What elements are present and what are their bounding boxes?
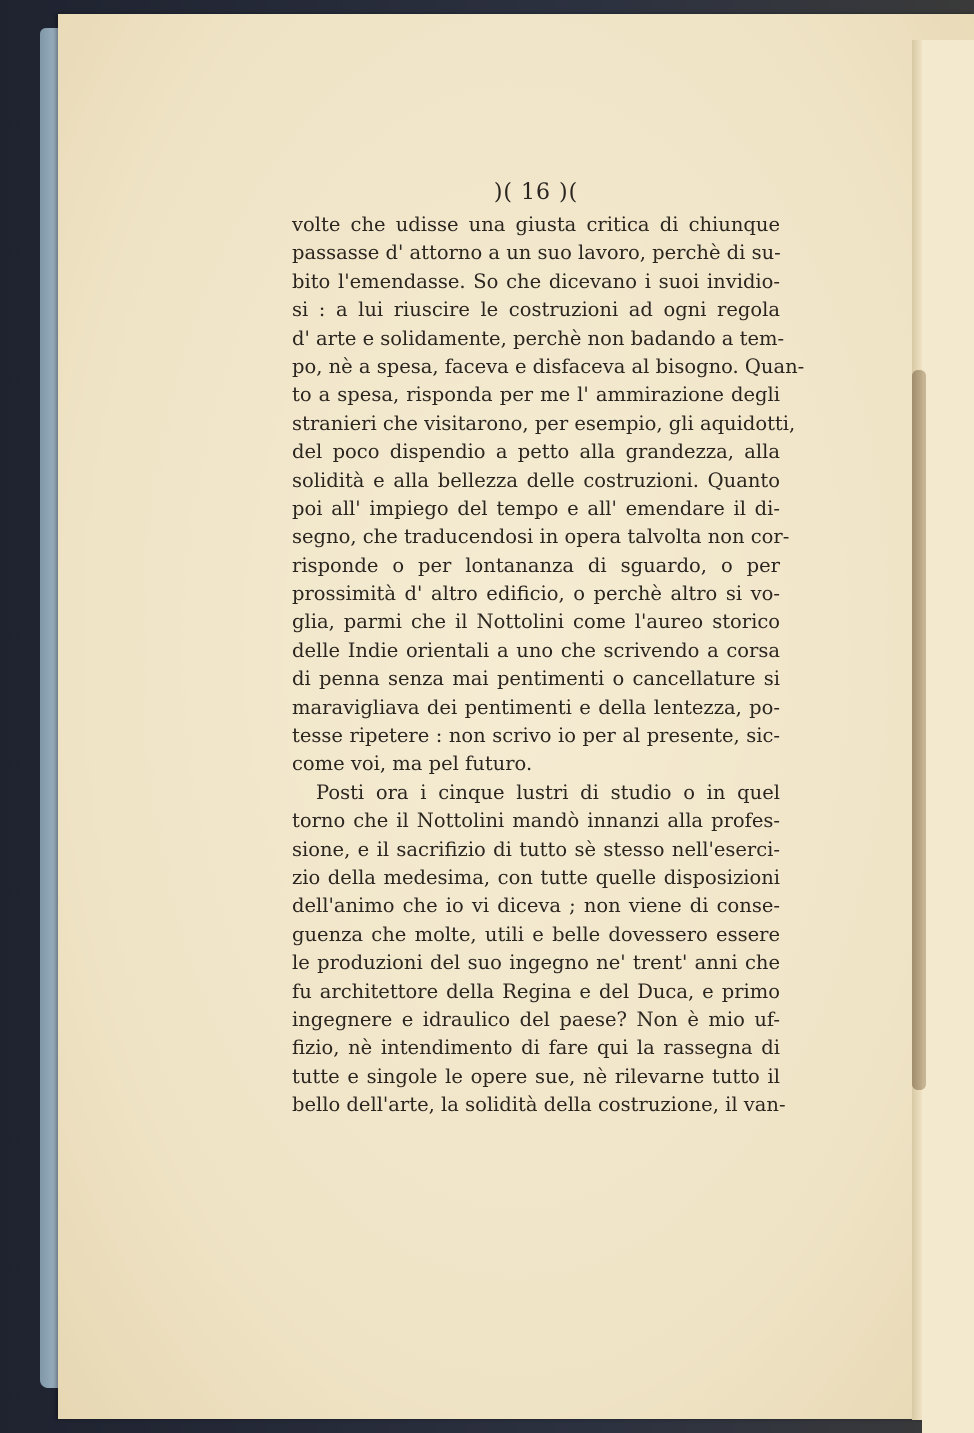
text-line: ingegnere e idraulico del paese? Non è mio uf-	[292, 1007, 780, 1031]
text-line: d' arte e solidamente, perchè non badando a tem-	[292, 326, 785, 350]
text-line: prossimità d' altro edificio, o perchè altro si vo-	[292, 582, 780, 606]
text-line: guenza che molte, utili e belle dovessero essere	[292, 922, 780, 946]
text-line: sione, e il sacrifizio di tutto sè stesso nell'eserci-	[292, 837, 780, 861]
text-line: volte che udisse una giusta critica di chiunque	[292, 213, 780, 236]
text-line: tesse ripetere : non scrivo io per al presente, sic-	[292, 724, 780, 748]
text-line: del poco dispendio a petto alla grandezza, alla	[292, 440, 780, 464]
text-line: to a spesa, risponda per me l' ammirazione degli	[292, 383, 780, 407]
text-line: passasse d' attorno a un suo lavoro, perchè di su-	[292, 241, 781, 265]
facing-page-strip	[922, 40, 974, 1433]
text-line: dell'animo che io vi diceva ; non viene di conse-	[292, 894, 780, 918]
text-line: si : a lui riuscire le costruzioni ad ogni regola	[292, 298, 780, 322]
text-line: po, nè a spesa, faceva e disfaceva al bisogno. Quan-	[292, 354, 805, 378]
body-text	[292, 211, 805, 1120]
text-line: risponde o per lontananza di sguardo, o per	[292, 553, 780, 577]
text-line: poi all' impiego del tempo e all' emendare il di-	[292, 496, 780, 520]
text-line: bito l'emendasse. So che dicevano i suoi invidio-	[292, 269, 780, 293]
text-line: fu architettore della Regina e del Duca, e primo	[292, 979, 780, 1003]
text-line: torno che il Nottolini mandò innanzi alla profes-	[292, 809, 780, 833]
text-line: segno, che traducendosi in opera talvolta non cor-	[292, 525, 790, 549]
text-line: come voi, ma pel futuro.	[292, 752, 533, 776]
text-line: fizio, nè intendimento di fare qui la rassegna di	[292, 1036, 780, 1060]
text-line: stranieri che visitarono, per esempio, gli aquidotti,	[292, 411, 796, 435]
binding-tear-mark	[912, 370, 926, 1090]
text-line: solidità e alla bellezza delle costruzioni. Quanto	[292, 468, 780, 492]
page-number-header: )( 16 )(	[493, 180, 579, 205]
text-line: maravigliava dei pentimenti e della lentezza, po-	[292, 695, 780, 719]
text-line: zio della medesima, con tutte quelle disposizioni	[292, 865, 780, 889]
text-line: di penna senza mai pentimenti o cancellature si	[292, 667, 780, 691]
text-line: le produzioni del suo ingegno ne' trent' anni che	[292, 951, 780, 975]
text-line: bello dell'arte, la solidità della costruzione, il van-	[292, 1093, 786, 1117]
text-line: glia, parmi che il Nottolini come l'aureo storico	[292, 610, 780, 634]
text-line: Posti ora i cinque lustri di studio o in quel	[316, 780, 780, 804]
text-line: tutte e singole le opere sue, nè rilevarne tutto il	[292, 1064, 780, 1088]
text-line: delle Indie orientali a uno che scrivendo a corsa	[292, 638, 780, 662]
